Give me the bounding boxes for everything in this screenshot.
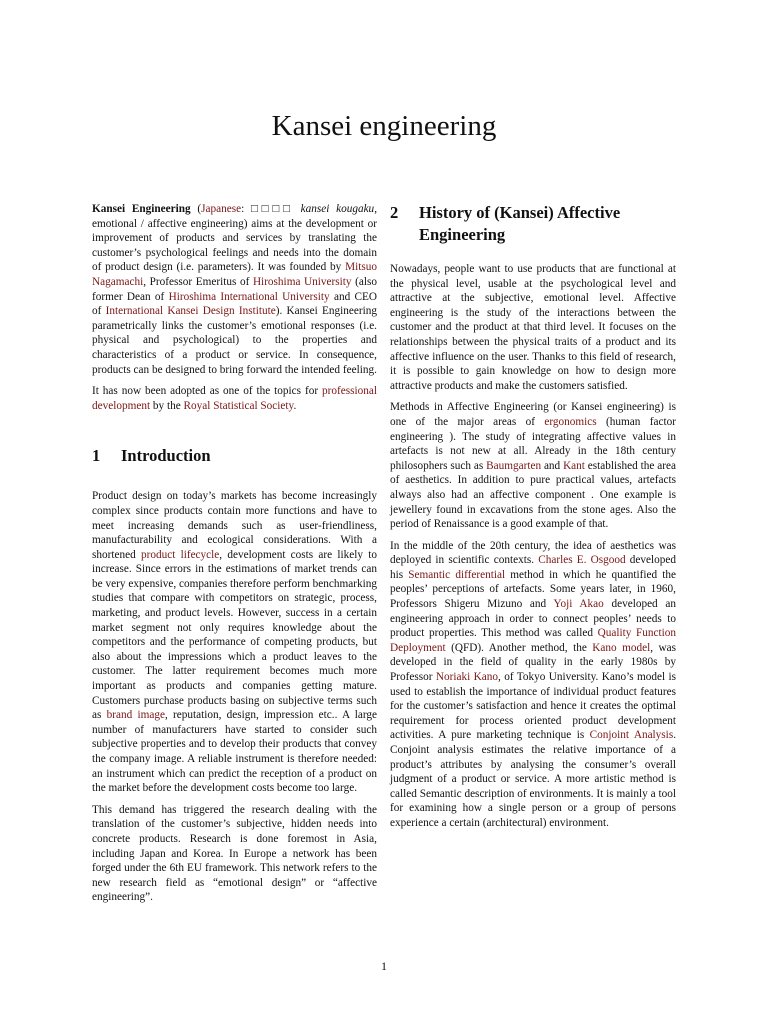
link-charles-osgood[interactable]: Charles E. Osgood [538,554,626,567]
text-run: In the middle of the 20th century, the idea of aesthetics was deployed in scientific contexts. [390,539,676,567]
intro-paragraph [92,489,377,795]
text-run: established the area of aesthetics. In addition to pure practical values, artefacts always also had an affective component . One example is jewellery found in excavations from the stone ages. Also the period of Renaissance is a good example of that. [390,459,676,531]
link-kant[interactable]: Kant [563,459,585,472]
text-run: (human factor engineering ). The study of integrating affective values in artefacts is not new at all. Already in the 18th century philosophers such as [390,415,676,472]
link-international-kansei-design-institute[interactable]: International Kansei Design Institute [105,305,276,318]
section-heading-introduction [92,445,377,467]
text-run: . [293,399,297,412]
lead-paragraph-2 [92,384,377,413]
text-run: and [541,459,564,472]
page-number: 1 [381,959,387,973]
link-professional-development[interactable]: professional development [92,385,377,412]
text-run: Product design on today’s markets has become increasingly complex since products contain more functions and have to meet increasing demands such as user-friendliness, manufacturability and ecological considerations. With a shortened [92,490,377,561]
text-run: , of Tokyo University. Kano’s model is used to establish the importance of individual product features for the customer’s satisfaction and hence it creates the optimal requirement for process oriented product development activities. A pure marketing technique is [390,671,676,742]
link-noriaki-kano[interactable]: Noriaki Kano [435,671,499,684]
text-run: , reputation, design, impression etc.. A large number of manufacturers have started to consider such subjective properties and to develop their products that convey the company image. A reliable instrument is therefore needed: an instrument which can predict the reception of a product on the market before the development costs become too large. [92,709,378,795]
text-run: ( [190,203,202,215]
text-run: Nowadays, people want to use products that are functional at the physical level, usable at the psychological level and attractive at the subjective, emotional level. Affective engineering is the study of the interactions between the customer and the product at that third level. It focuses on the relationships between the physical traits of a product and its affective influence on the user. Thanks to this field of research, it is possible to gain knowledge on how to design more attractive products and make the customers satisfied. [390,263,676,392]
link-product-lifecycle[interactable]: product lifecycle [140,548,220,561]
text-run: Methods in Affective Engineering (or Kansei engineering) is one of the major areas of [390,401,676,428]
text-run: by the [150,399,184,412]
left-column [92,202,377,905]
text-run: (QFD). Another method, the [445,641,593,654]
text-run: , development costs are likely to increase. Since errors in the estimations of market trends can be very expensive, companies therefore perform benchmarking studies that compare with competitors on strategic, process, marketing, and product levels. However, success in a certain market segment not only requires knowledge about the competitors and the performance of competing products, but also about the impressions which a product leaves to the customer. The latter requirement becomes much more important as products and companies getting mature. Customers purchase products basing on subjective terms such as [92,548,377,722]
link-kano-model[interactable]: Kano model [592,641,651,654]
text-run: , was developed in the field of quality in the early 1980s by Professor [390,641,677,684]
text-run: ). Kansei Engineering parametrically links the customer’s emotional responses (i.e. physical and psychological) to the properties and characteristics of a product or service. In consequence, products can be designed to bring forward the intended feeling. [92,305,378,376]
link-hiroshima-international-university[interactable]: Hiroshima International University [168,290,330,303]
japanese-glyphs: □□□□ [250,203,294,215]
history-paragraph-2 [390,400,676,531]
link-japanese[interactable]: Japanese [201,203,242,215]
section-number: 1 [92,446,101,466]
link-yoji-akao[interactable]: Yoji Akao [553,598,604,611]
link-hiroshima-university[interactable]: Hiroshima University [252,275,352,288]
link-brand-image[interactable]: brand image [106,709,165,722]
text-run: developed an engineering approach in order to connect peoples’ needs to product properties. This method was called [390,598,676,640]
text-run: developed his [390,554,676,581]
link-baumgarten[interactable]: Baumgarten [486,459,542,472]
section-heading-history [390,202,676,246]
text-run: (also former Dean of [92,275,377,303]
link-quality-function-deployment[interactable]: Quality Function Deployment [390,627,677,654]
text-run: method in which he quantified the peoples’ perceptions of artefacts. Some years later, in 1960, Professors Shigeru Mizuno and [390,568,676,611]
link-conjoint-analysis[interactable]: Conjoint Analysis [589,729,674,742]
section-number: 2 [390,203,399,222]
history-paragraph-3 [390,539,676,831]
romaji-term: kansei kougaku [300,203,375,215]
section-title: History of (Kansei) Affective Engineering [419,203,621,244]
link-ergonomics[interactable]: ergonomics [544,415,597,428]
link-royal-statistical-society[interactable]: Royal Statistical Society [183,399,294,412]
text-run: It has now been adopted as one of the topics for [92,385,322,398]
text-run: This demand has triggered the research dealing with the translation of the customer’s subjective, hidden needs into concrete products. Research is done foremost in Asia, including Japan and Korea. In Europe a network has been forged under the 6th EU framework. This network refers to the new research field as “emotional design” or “affective engineering”. [92,803,377,904]
text-run: : [241,203,251,215]
term-bold: Kansei Engineering [92,203,191,215]
link-semantic-differential[interactable]: Semantic differential [408,568,506,581]
text-run [294,203,301,215]
link-mitsuo-nagamachi[interactable]: Mitsuo Nagamachi [92,261,377,288]
text-run: , Professor Emeritus of [143,275,253,288]
section-title: Introduction [121,446,211,466]
history-paragraph-1 [390,262,676,393]
text-run: . Conjoint analysis estimates the relative importance of a product’s attributes by analysing the consumer’s overall judgment of a product or service. A more artistic method is called Semantic description of environments. It is mainly a tool for examining how a single person or a group of persons experience a certain (architectural) environment. [390,729,677,829]
text-run: , emotional / affective engineering) aims at the development or improvement of products and services by translating the customer’s psychological feelings and needs into the domain of product design (i.e. parameters). It was founded by [92,203,377,274]
intro-paragraph-2 [92,803,377,905]
page-title: Kansei engineering [271,110,497,142]
right-column [390,202,676,838]
lead-paragraph [92,202,377,377]
text-run: and CEO of [92,290,378,318]
